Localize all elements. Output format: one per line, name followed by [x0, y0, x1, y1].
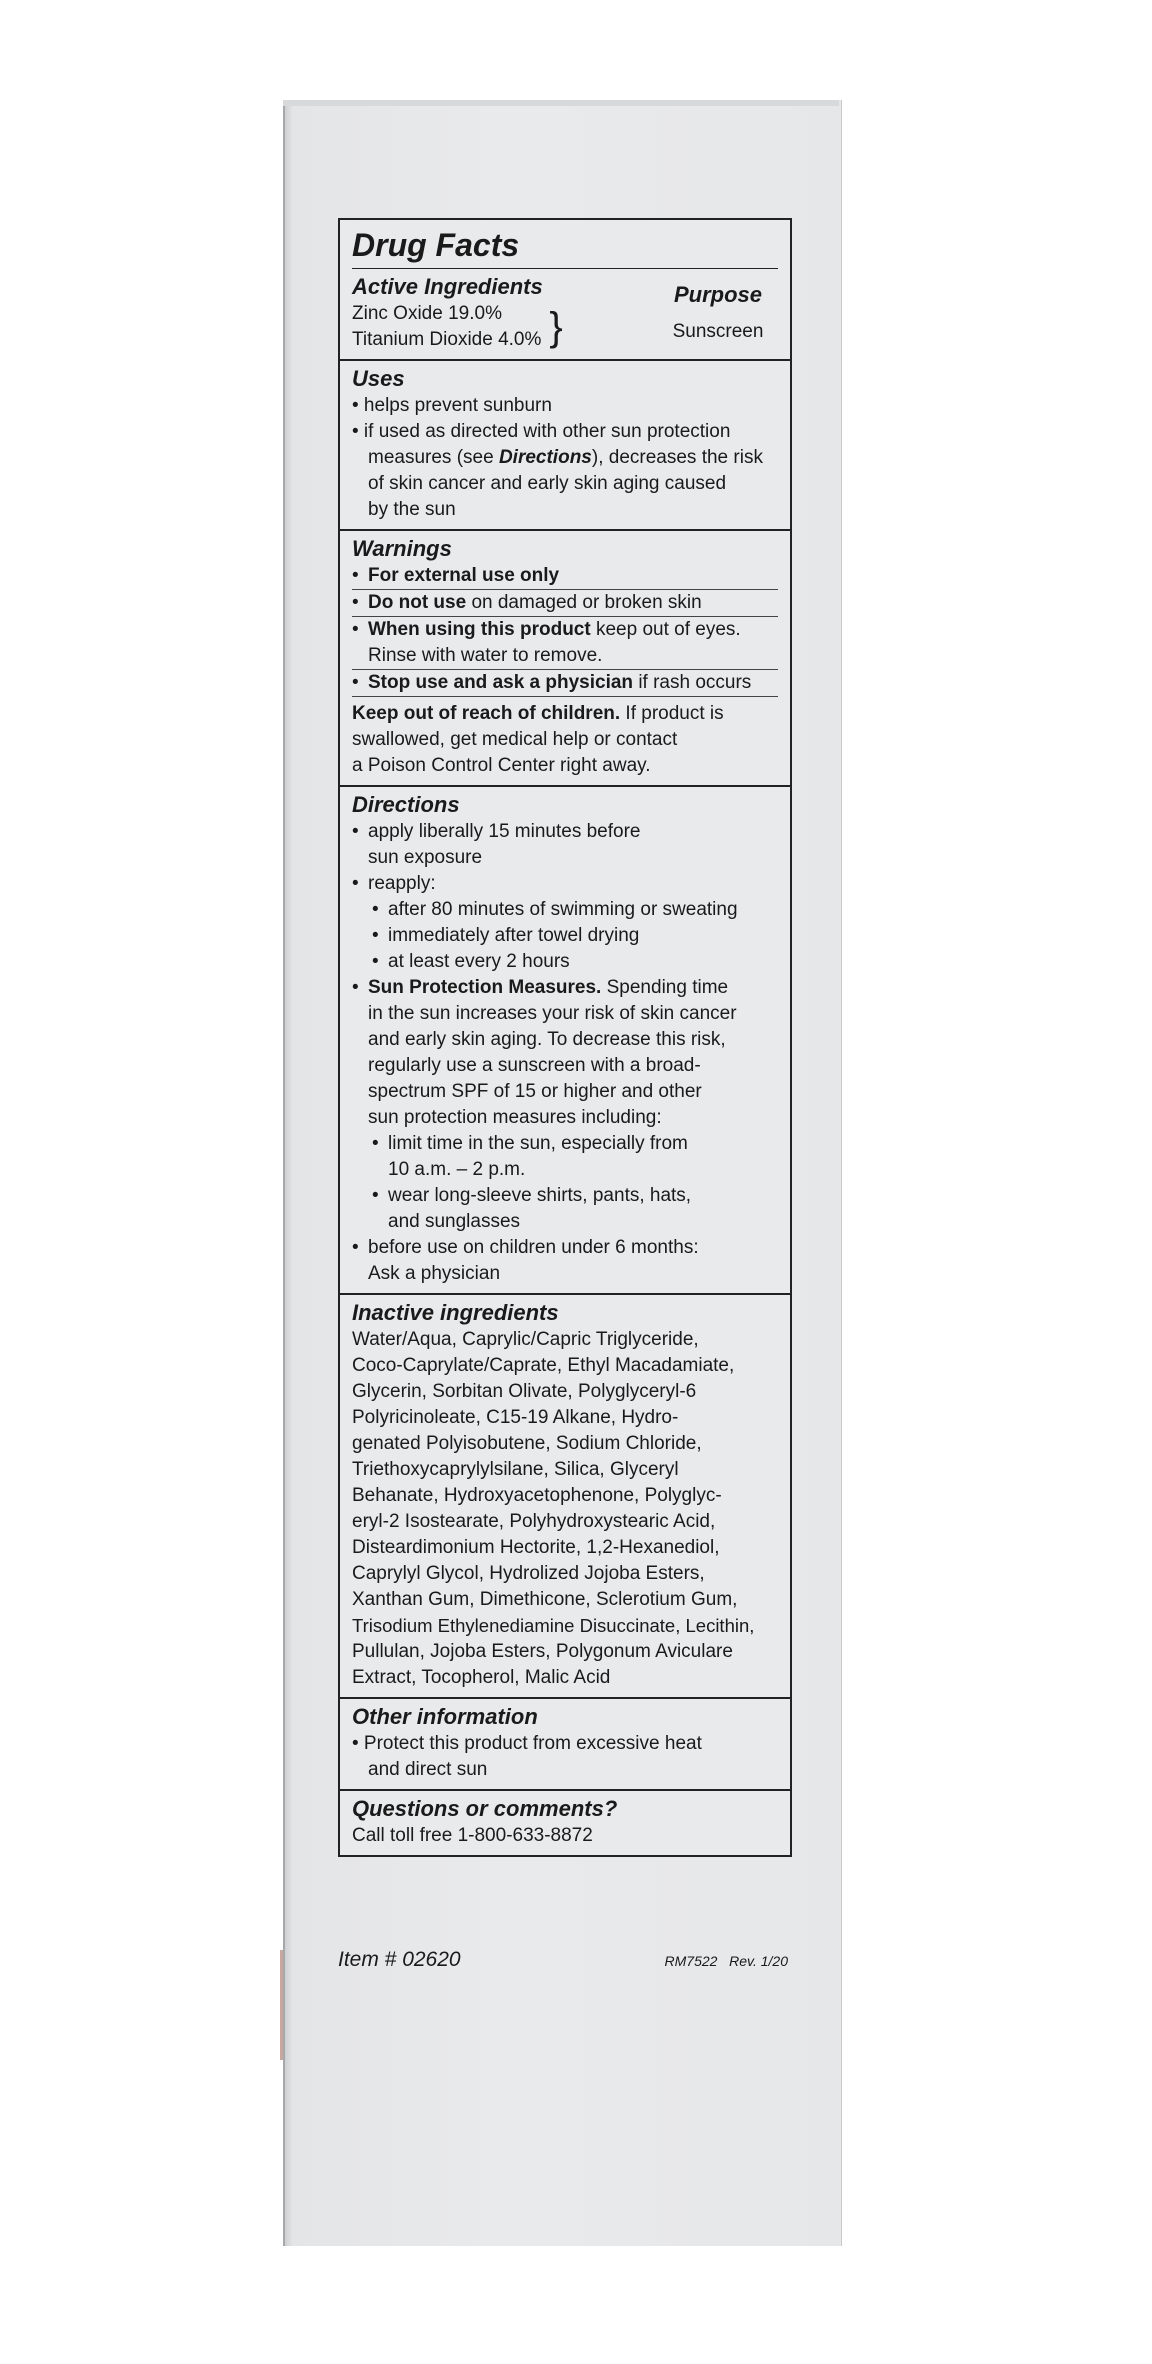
warnings-header: Warnings [352, 536, 452, 561]
inactive-line: Extract, Tocopherol, Malic Acid [352, 1667, 611, 1688]
keep-out-of-reach [352, 701, 778, 779]
direction-reapply-c-text: at least every 2 hours [388, 951, 570, 972]
inactive-line: genated Polyisobutene, Sodium Chloride, [352, 1433, 702, 1454]
drug-facts-panel [338, 218, 792, 1857]
warning-when-using-bold: When using this product [368, 619, 591, 640]
direction-reapply-a [352, 897, 778, 923]
bullet: • [352, 619, 359, 640]
bullet: • [372, 1133, 379, 1154]
other-header: Other information [352, 1704, 538, 1729]
sun-protection-line-3: and early skin aging. To decrease this risk, [368, 1029, 726, 1050]
direction-apply-text: apply liberally 15 minutes before [368, 821, 641, 842]
inactive-header: Inactive ingredients [352, 1300, 559, 1325]
wear-text: wear long-sleeve shirts, pants, hats, [388, 1185, 692, 1206]
questions-phone: Call toll free 1-800-633-8872 [352, 1825, 593, 1846]
active-ingredients-header: Active Ingredients [352, 274, 543, 299]
ingredient-titanium-dioxide: Titanium Dioxide 4.0% [352, 329, 542, 350]
panel-top-edge [283, 100, 839, 106]
inactive-line: Water/Aqua, Caprylic/Capric Triglyceride, [352, 1329, 699, 1350]
uses-line-3 [352, 445, 778, 471]
revision-code [665, 1953, 788, 1969]
uses-header: Uses [352, 366, 405, 391]
inactive-line: Glycerin, Sorbitan Olivate, Polyglyceryl-6 [352, 1381, 697, 1402]
active-ingredients-list [352, 273, 658, 353]
children-line-2: Ask a physician [368, 1263, 501, 1284]
panel-side-mark [280, 1950, 283, 2060]
keep-line-1 [352, 701, 778, 727]
inactive-line: Xanthan Gum, Dimethicone, Sclerotium Gum, [352, 1589, 738, 1610]
warning-when-using [352, 617, 778, 670]
purpose-header: Purpose [673, 282, 763, 307]
inactive-line: Triethoxycaprylylsilane, Silica, Glyceryl [352, 1459, 679, 1480]
ingredients-with-brace [352, 301, 658, 353]
inactive-ingredients-section [340, 1293, 790, 1697]
inactive-line: eryl-2 Isostearate, Polyhydroxystearic Acid, [352, 1511, 716, 1532]
warning-do-not-use-rest: on damaged or broken skin [466, 592, 702, 613]
bullet: • [372, 899, 379, 920]
uses-line-5: by the sun [368, 499, 456, 520]
questions-header: Questions or comments? [352, 1796, 618, 1821]
direction-reapply-b-text: immediately after towel drying [388, 925, 640, 946]
inactive-line: Disteardimonium Hectorite, 1,2-Hexanediol, [352, 1537, 720, 1558]
bullet: • [352, 672, 359, 693]
directions-section [340, 785, 790, 1293]
bullet: • [372, 925, 379, 946]
purpose-value: Sunscreen [672, 321, 764, 342]
rm-code: RM7522 [664, 1953, 718, 1969]
bullet: • [352, 565, 359, 586]
keep-line-2: swallowed, get medical help or contact [352, 729, 678, 750]
uses-line-4: of skin cancer and early skin aging caused [368, 473, 727, 494]
inactive-line: Polyricinoleate, C15-19 Alkane, Hydro- [352, 1407, 679, 1428]
sun-protection-line-5: spectrum SPF of 15 or higher and other [368, 1081, 702, 1102]
uses-line-3b: ), decreases the risk [591, 447, 763, 468]
sun-protection-line-6: sun protection measures including: [368, 1107, 662, 1128]
warnings-section [340, 529, 790, 785]
warning-stop-use [352, 670, 778, 697]
inactive-line: Caprylyl Glycol, Hydrolized Jojoba Esters, [352, 1563, 705, 1584]
direction-reapply [352, 871, 778, 897]
bullet: • [352, 821, 359, 842]
uses-directions-ref: Directions [498, 447, 592, 468]
other-line-2: and direct sun [368, 1759, 488, 1780]
inactive-line: Trisodium Ethylenediamine Disuccinate, Lecithin, [352, 1615, 755, 1636]
inactive-line: Pullulan, Jojoba Esters, Polygonum Aviculare [352, 1641, 733, 1662]
warning-when-using-line-2: Rinse with water to remove. [368, 645, 603, 666]
keep-rest: If product is [620, 703, 724, 724]
purpose-column [658, 273, 778, 353]
warning-external-use [352, 563, 778, 590]
warning-when-using-rest: keep out of eyes. [590, 619, 741, 640]
keep-line-3: a Poison Control Center right away. [352, 755, 651, 776]
ingredient-zinc-oxide: Zinc Oxide 19.0% [352, 303, 502, 324]
warning-do-not-use-bold: Do not use [368, 592, 467, 613]
bullet: • [352, 592, 359, 613]
direction-limit-time [352, 1131, 778, 1157]
rev-date: Rev. 1/20 [729, 1953, 788, 1969]
direction-sun-protection [352, 975, 778, 1001]
warning-external-text: For external use only [368, 565, 560, 586]
inactive-line: Behanate, Hydroxyacetophenone, Polyglyc- [352, 1485, 722, 1506]
questions-section [340, 1789, 790, 1855]
direction-children [352, 1235, 778, 1261]
direction-apply-line-2: sun exposure [368, 847, 483, 868]
drug-facts-title: Drug Facts [352, 224, 778, 269]
other-line-1: • Protect this product from excessive heat [352, 1733, 702, 1754]
uses-line-2: • if used as directed with other sun protection [352, 421, 731, 442]
direction-wear [352, 1183, 778, 1209]
brace-symbol: } [549, 305, 563, 349]
item-number: Item # 02620 [338, 1948, 461, 1971]
direction-reapply-a-text: after 80 minutes of swimming or sweating [388, 899, 738, 920]
sun-protection-rest: Spending time [601, 977, 729, 998]
direction-apply [352, 819, 778, 845]
uses-section [340, 359, 790, 529]
bullet: • [372, 951, 379, 972]
warning-when-using-line-1 [352, 617, 778, 643]
direction-reapply-c [352, 949, 778, 975]
warning-do-not-use [352, 590, 778, 617]
bullet: • [352, 873, 359, 894]
uses-line-3a: measures (see [368, 447, 499, 468]
bullet: • [352, 977, 359, 998]
other-information-section [340, 1697, 790, 1789]
sun-protection-line-4: regularly use a sunscreen with a broad- [368, 1055, 701, 1076]
sun-protection-line-2: in the sun increases your risk of skin cancer [368, 1003, 737, 1024]
children-text: before use on children under 6 months: [368, 1237, 699, 1258]
direction-reapply-text: reapply: [368, 873, 436, 894]
keep-bold: Keep out of reach of children. [352, 703, 621, 724]
direction-reapply-b [352, 923, 778, 949]
limit-time-text: limit time in the sun, especially from [388, 1133, 688, 1154]
wear-line-2: and sunglasses [388, 1211, 521, 1232]
uses-line-1: • helps prevent sunburn [352, 395, 552, 416]
package-footer [338, 1948, 788, 1972]
sun-protection-bold: Sun Protection Measures. [368, 977, 602, 998]
ingredients-lines [352, 301, 541, 353]
warning-stop-use-bold: Stop use and ask a physician [368, 672, 634, 693]
directions-header: Directions [352, 792, 460, 817]
active-ingredients-section [340, 220, 790, 359]
inactive-line: Coco-Caprylate/Caprate, Ethyl Macadamiate, [352, 1355, 735, 1376]
warning-stop-use-rest: if rash occurs [633, 672, 752, 693]
active-ingredients-row [352, 273, 778, 353]
bullet: • [372, 1185, 379, 1206]
limit-time-line-2: 10 a.m. – 2 p.m. [388, 1159, 526, 1180]
bullet: • [352, 1237, 359, 1258]
